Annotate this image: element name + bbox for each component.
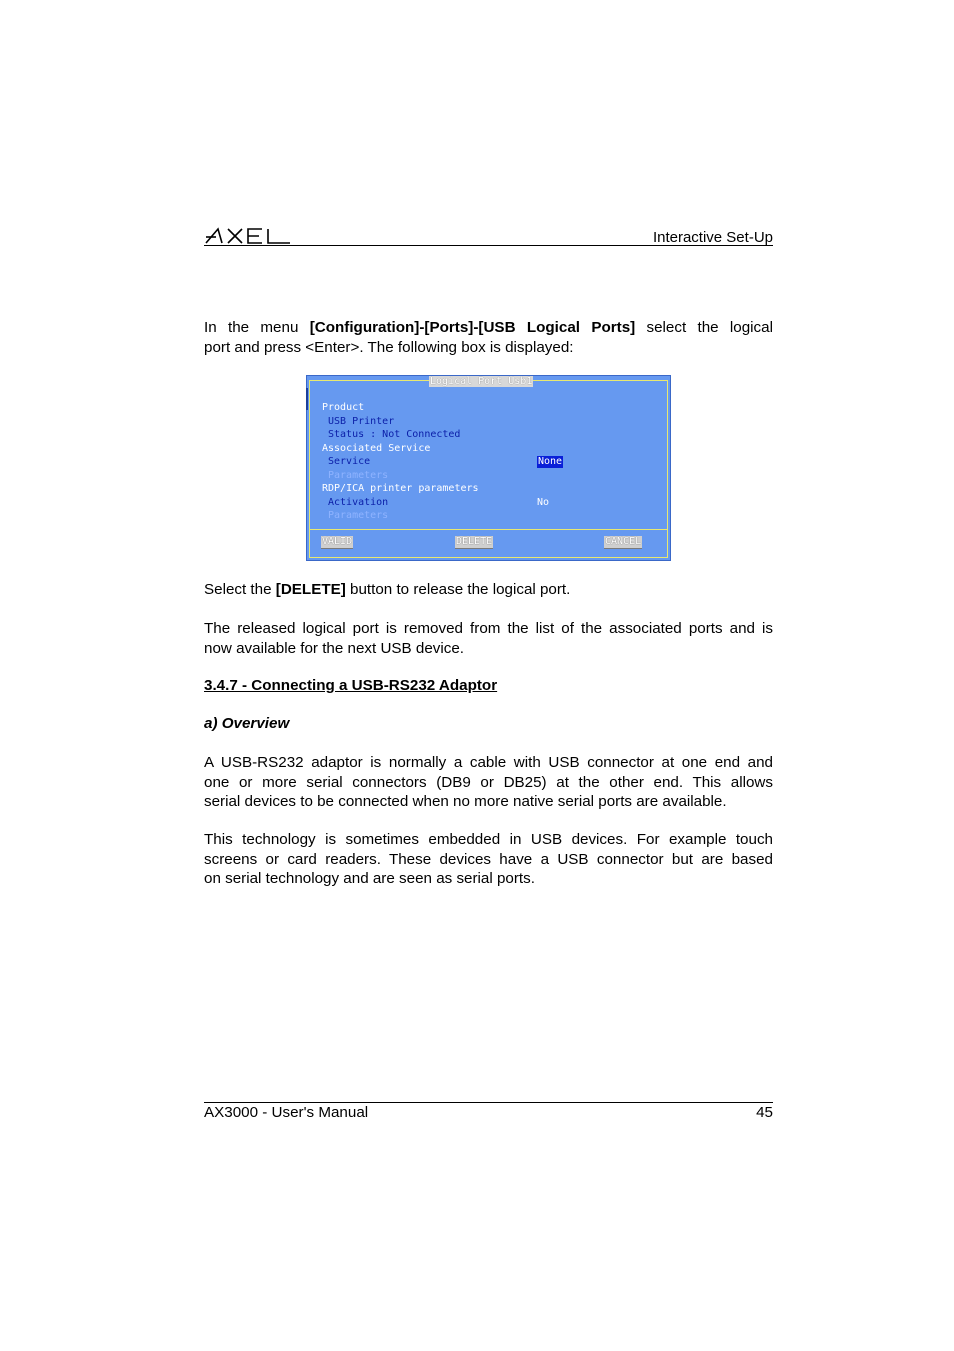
rdp-ica-label: RDP/ICA printer parameters bbox=[322, 483, 479, 494]
page-header bbox=[204, 225, 773, 246]
delete-keyword: [DELETE] bbox=[275, 581, 346, 598]
released-paragraph bbox=[204, 619, 773, 658]
device-name: USB Printer bbox=[328, 416, 395, 427]
released-line-2: now available for the next USB device. bbox=[204, 639, 465, 657]
technology-line-2: screens or card readers. These devices have a USB connector but are based bbox=[204, 850, 773, 868]
cancel-button[interactable]: CANCEL bbox=[605, 536, 642, 547]
intro-line-1 bbox=[204, 318, 773, 338]
dialog-edge-mark bbox=[306, 388, 308, 410]
product-label: Product bbox=[322, 402, 365, 413]
technology-paragraph bbox=[204, 830, 773, 889]
service-field[interactable]: Service bbox=[328, 456, 371, 467]
activation-value[interactable]: No bbox=[537, 497, 550, 508]
intro-prefix: In the menu bbox=[204, 319, 310, 336]
associated-service-label: Associated Service bbox=[322, 443, 431, 454]
page-footer bbox=[204, 1102, 773, 1121]
dialog-divider bbox=[309, 529, 668, 530]
dialog-title: Logical Port Usb1 bbox=[430, 376, 533, 387]
intro-paragraph bbox=[204, 318, 773, 357]
page-number: 45 bbox=[756, 1104, 773, 1121]
service-parameters: Parameters bbox=[328, 470, 389, 481]
delete-prefix: Select the bbox=[204, 581, 276, 598]
service-value[interactable]: None bbox=[538, 456, 563, 467]
device-status: Status : Not Connected bbox=[328, 429, 461, 440]
subsection-heading: a) Overview bbox=[204, 715, 290, 732]
technology-line-3: on serial technology and are seen as serial ports. bbox=[204, 870, 535, 887]
activation-field[interactable]: Activation bbox=[328, 497, 389, 508]
intro-line-2: port and press <Enter>. The following box is displayed: bbox=[204, 338, 574, 356]
delete-line bbox=[204, 580, 773, 600]
adaptor-line-3: serial devices to be connected when no more native serial ports are available. bbox=[204, 793, 727, 810]
delete-suffix: button to release the logical port. bbox=[345, 581, 571, 598]
intro-suffix: select the logical bbox=[635, 319, 773, 336]
menu-path: [Configuration]-[Ports]-[USB Logical Ports] bbox=[309, 319, 636, 336]
released-line-1: The released logical port is removed from the list of the associated ports and is bbox=[204, 620, 773, 637]
manual-title: AX3000 - User's Manual bbox=[204, 1104, 369, 1121]
technology-line-1: This technology is sometimes embedded in USB devices. For example touch bbox=[204, 831, 773, 848]
delete-paragraph bbox=[204, 580, 773, 600]
axel-logo bbox=[204, 225, 292, 245]
adaptor-line-2: one or more serial connectors (DB9 or DB25) at the other end. This allows bbox=[204, 773, 773, 791]
section-heading: 3.4.7 - Connecting a USB-RS232 Adaptor bbox=[204, 677, 498, 694]
valid-button[interactable]: VALID bbox=[322, 536, 353, 547]
printer-parameters: Parameters bbox=[328, 510, 389, 521]
delete-button[interactable]: DELETE bbox=[456, 536, 493, 547]
adaptor-paragraph bbox=[204, 753, 773, 812]
section-title: Interactive Set-Up bbox=[652, 229, 773, 246]
adaptor-line-1: A USB-RS232 adaptor is normally a cable with USB connector at one end and bbox=[204, 754, 773, 771]
logical-port-dialog bbox=[306, 375, 671, 561]
